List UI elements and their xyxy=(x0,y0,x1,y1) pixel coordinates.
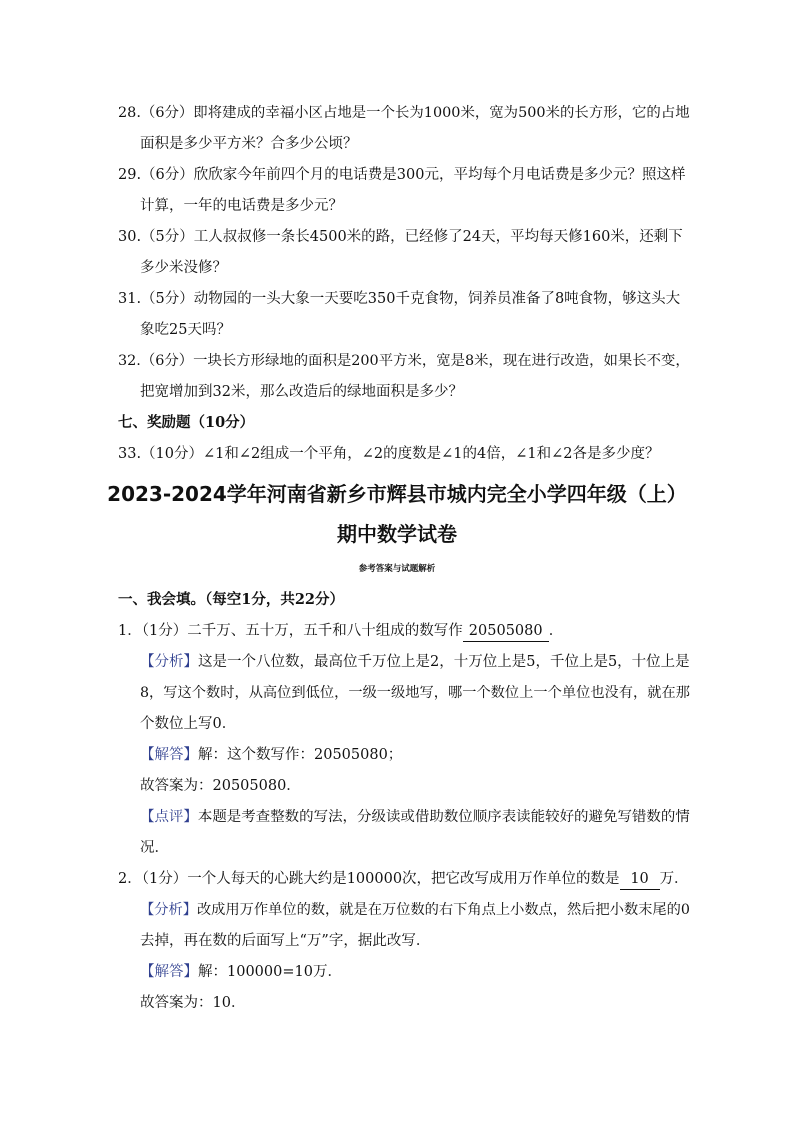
answer-1-comment-line1 xyxy=(140,807,690,827)
answer-1-analysis-line3: 个数位上写0． xyxy=(140,716,237,732)
answer-2-analysis-line1 xyxy=(140,900,690,920)
answer-1-solution-text: 解：这个数写作：20505080； xyxy=(198,747,403,763)
answer-2-stem-prefix: 2．（1分）一个人每天的心跳大约是100000次，把它改写成用万作单位的数是 xyxy=(118,871,620,887)
answer-2-analysis-text: 改成用万作单位的数，就是在万位数的右下角点上小数点，然后把小数末尾的0 xyxy=(196,902,690,918)
question-28-line1: 28.（6分）即将建成的幸福小区占地是一个长为1000米，宽为500米的长方形，它的占地 xyxy=(118,105,690,121)
answer-2-blank: 10 xyxy=(620,869,660,890)
section-7-title: 七、奖励题（10分） xyxy=(118,414,255,431)
section-1-title: 一、我会填。（每空1分，共22分） xyxy=(118,591,345,608)
question-29-line2: 计算，一年的电话费是多少元？ xyxy=(140,198,343,214)
answer-1-blank: 20505080 xyxy=(463,621,549,642)
question-32-line1: 32.（6分）一块长方形绿地的面积是200平方米，宽是8米，现在进行改造，如果长不变， xyxy=(118,353,690,369)
exam-title-line2: 期中数学试卷 xyxy=(337,522,457,546)
question-31-line2: 象吃25天吗？ xyxy=(140,322,231,338)
question-30-line1: 30.（5分）工人叔叔修一条长4500米的路，已经修了24天，平均每天修160米，还剩下 xyxy=(118,229,683,245)
question-31-line1: 31.（5分）动物园的一头大象一天要吃350千克食物，饲养员准备了8吨食物，够这头大 xyxy=(118,291,681,307)
solution-tag: 【解答】 xyxy=(140,964,198,980)
analysis-tag: 【分析】 xyxy=(140,902,197,918)
exam-subtitle: 参考答案与试题解析 xyxy=(358,564,436,574)
answer-2-solution xyxy=(140,962,342,982)
analysis-tag: 【分析】 xyxy=(140,654,198,670)
question-28-line2: 面积是多少平方米？合多少公顷？ xyxy=(140,136,358,152)
answer-1-analysis-text: 这是一个八位数，最高位千万位上是2，十万位上是5，千位上是5，十位上是 xyxy=(198,654,690,670)
answer-1-analysis-line1 xyxy=(140,652,690,672)
answer-1-solution xyxy=(140,745,402,765)
answer-1-stem-suffix: ． xyxy=(548,623,564,639)
question-30-line2: 多少米没修？ xyxy=(140,260,227,276)
answer-1-analysis-line2: 8，写这个数时，从高位到低位，一级一级地写，哪一个数位上一个单位也没有，就在那 xyxy=(140,685,690,701)
question-33: 33.（10分）∠1和∠2组成一个平角，∠2的度数是∠1的4倍，∠1和∠2各是多少度？ xyxy=(118,446,660,462)
answer-1-stem-prefix: 1．（1分）二千万、五十万，五千和八十组成的数写作 xyxy=(118,623,463,639)
answer-2-stem xyxy=(118,869,689,890)
answer-1-final: 故答案为：20505080． xyxy=(140,778,301,794)
answer-1-comment-text: 本题是考查整数的写法，分级读或借助数位顺序表读能较好的避免写错数的情 xyxy=(197,809,690,825)
exam-title-line1: 2023-2024学年河南省新乡市辉县市城内完全小学四年级（上） xyxy=(107,482,687,506)
answer-2-solution-text: 解：100000=10万． xyxy=(198,964,342,980)
answer-2-final: 故答案为：10． xyxy=(140,995,246,1011)
question-29-line1: 29.（6分）欣欣家今年前四个月的电话费是300元，平均每个月电话费是多少元？照这样 xyxy=(118,167,686,183)
solution-tag: 【解答】 xyxy=(140,747,198,763)
comment-tag: 【点评】 xyxy=(140,809,198,825)
question-32-line2: 把宽增加到32米，那么改造后的绿地面积是多少？ xyxy=(140,384,463,400)
answer-2-stem-suffix: 万． xyxy=(659,871,689,887)
answer-2-analysis-line2: 去掉，再在数的后面写上“万”字，据此改写． xyxy=(140,933,431,949)
answer-1-comment-line2: 况． xyxy=(140,840,169,856)
answer-1-stem xyxy=(118,621,563,642)
